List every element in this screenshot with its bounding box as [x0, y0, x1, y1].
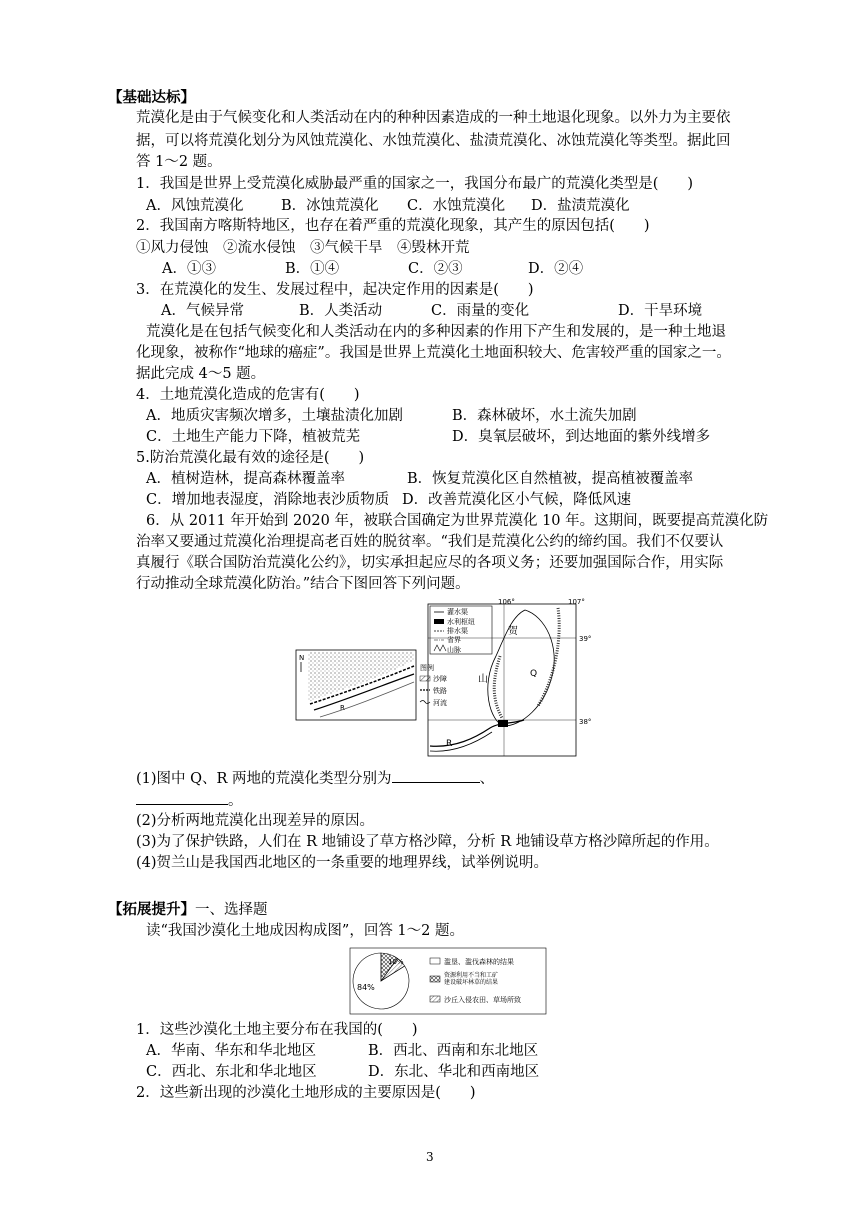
q1-stem: 1．我国是世界上受荒漠化威胁最严重的国家之一，我国分布最广的荒漠化类型是( )	[136, 176, 694, 192]
q6-sub1	[136, 768, 494, 789]
s2-q1-option-d: D．东北、华北和西南地区	[368, 1064, 540, 1080]
legend-railway: 铁路	[433, 687, 447, 695]
q1-option-d: D．盐渍荒漠化	[531, 198, 630, 214]
q5-option-c: C．增加地表湿度，消除地表沙质物质	[146, 492, 390, 508]
q6-sub2: (2)分析两地荒漠化出现差异的原因。	[136, 813, 375, 829]
q6-stem: 行动推动全球荒漠化防治。”结合下图回答下列问题。	[136, 576, 470, 592]
page-number: 3	[426, 1150, 434, 1164]
legend-border: 省界	[447, 636, 461, 644]
lon-107: 107°	[568, 598, 585, 606]
q2-items: ①风力侵蚀 ②流水侵蚀 ③气候干旱 ④毁林开荒	[136, 240, 470, 256]
lon-106: 106°	[498, 598, 515, 606]
q2-option-a: A．①③	[162, 261, 216, 277]
pie-chart-figure	[348, 946, 548, 1016]
q5-stem: 5.防治荒漠化最有效的途径是( )	[136, 450, 365, 466]
main-map	[428, 598, 591, 756]
intro2-line: 据此完成 4～5 题。	[136, 366, 266, 382]
label-q: Q	[530, 669, 538, 679]
pie-legend-2: 沙丘入侵农田、草场所致	[444, 996, 521, 1004]
inset-point-r: R	[340, 704, 345, 712]
lat-39: 39°	[579, 635, 592, 643]
s2-q2-stem: 2．这些新出现的沙漠化土地形成的主要原因是( )	[136, 1085, 476, 1101]
q1-option-c: C．水蚀荒漠化	[407, 198, 506, 214]
pie-label-10: 10%	[388, 958, 404, 966]
q6-sub1-end: 。	[228, 793, 243, 809]
desertification-map-figure	[290, 596, 590, 766]
q6-stem: 治率又要通过荒漠化治理提高老百姓的脱贫率。“我们是荒漠化公约的缔约国。我们不仅要认	[136, 534, 724, 550]
q2-option-c: C．②③	[408, 261, 463, 277]
inset-legend-title: 图例	[420, 664, 434, 672]
q5-option-d: D．改善荒漠化区小气候，降低风速	[402, 492, 632, 508]
q3-stem: 3．在荒漠化的发生、发展过程中，起决定作用的因素是( )	[136, 282, 534, 298]
q3-option-a: A．气候异常	[161, 303, 244, 319]
s2-q1-option-a: A．华南、华东和华北地区	[146, 1043, 316, 1059]
answer-blank-q[interactable]	[392, 768, 480, 783]
pie-legend-0: 滥垦、滥伐森林的结果	[444, 958, 514, 966]
intro-line: 荒漠化是由于气候变化和人类活动在内的种种因素造成的一种土地退化现象。以外力为主要依	[136, 110, 731, 126]
q6-sub1-text: (1)图中 Q、R 两地的荒漠化类型分别为	[136, 771, 392, 787]
q4-stem: 4．土地荒漠化造成的危害有( )	[136, 387, 360, 403]
q6-sub4: (4)贺兰山是我国西北地区的一条重要的地理界线，试举例说明。	[136, 855, 549, 871]
section-header-extended	[108, 900, 268, 920]
q4-option-d: D．臭氧层破坏，到达地面的紫外线增多	[452, 429, 711, 445]
q6-sub1-sep: 、	[479, 771, 495, 787]
lat-38: 38°	[579, 718, 592, 726]
legend-swatch-0	[430, 958, 440, 964]
intro-line: 答 1～2 题。	[136, 154, 222, 170]
q3-option-c: C．雨量的变化	[431, 303, 530, 319]
legend-hydro: 水利枢纽	[447, 618, 475, 626]
legend-swatch-1	[430, 976, 440, 982]
intro2-line: 荒漠化是在包括气候变化和人类活动在内的多种因素的作用下产生和发展的，是一种土地退	[146, 324, 726, 340]
intro2-line: 化现象，被称作“地球的癌症”。我国是世界上荒漠化土地面积较大、危害较严重的国家之一。	[136, 345, 731, 361]
legend-drain: 排水渠	[447, 627, 468, 635]
q6-stem: 真履行《联合国防治荒漠化公约》，切实承担起应尽的各项义务；还要加强国际合作，用实际	[136, 555, 724, 571]
north-label: N	[299, 654, 305, 662]
q4-option-a: A．地质灾害频次增多，土壤盐渍化加剧	[146, 408, 403, 424]
q6-sub1-cont	[136, 790, 243, 811]
inset-legend	[420, 663, 447, 707]
pie-label-84: 84%	[357, 983, 375, 992]
s2-q1-option-b: B．西北、西南和东北地区	[368, 1043, 539, 1059]
q1-option-a: A．风蚀荒漠化	[146, 198, 244, 214]
label-he: 贺	[508, 626, 518, 637]
inset-map	[296, 650, 416, 720]
q6-sub3: (3)为了保护铁路，人们在 R 地铺设了草方格沙障，分析 R 地铺设草方格沙障所起的作用。	[136, 834, 719, 850]
q5-option-a: A．植树造林，提高森林覆盖率	[146, 471, 345, 487]
q3-option-b: B．人类活动	[299, 303, 383, 319]
q4-option-b: B．森林破坏，水土流失加剧	[452, 408, 637, 424]
q2-stem: 2．我国南方喀斯特地区，也存在着严重的荒漠化现象，其产生的原因包括( )	[136, 218, 650, 234]
section2-intro: 读“我国沙漠化土地成因构成图”，回答 1～2 题。	[146, 923, 464, 939]
q4-option-c: C．土地生产能力下降，植被荒芜	[146, 429, 361, 445]
q3-option-d: D．干旱环境	[618, 303, 703, 319]
legend-sand-barrier: 沙障	[433, 675, 447, 683]
q1-option-b: B．冰蚀荒漠化	[281, 198, 379, 214]
answer-blank-r[interactable]	[136, 790, 228, 805]
s2-q1-option-c: C．西北、东北和华北地区	[146, 1064, 317, 1080]
label-shan: 山	[478, 674, 488, 685]
label-r: R	[446, 739, 453, 749]
intro-line: 据，可以将荒漠化划分为风蚀荒漠化、水蚀荒漠化、盐渍荒漠化、冰蚀荒漠化等类型。据此回	[136, 133, 731, 149]
q5-option-b: B．恢复荒漠化区自然植被，提高植被覆盖率	[407, 471, 694, 487]
q6-stem: 6．从 2011 年开始到 2020 年，被联合国确定为世界荒漠化 10 年。这期间，既要提高荒漠化防	[146, 513, 769, 529]
legend-mountain: 山脉	[447, 646, 461, 654]
s2-q1-stem: 1．这些沙漠化土地主要分布在我国的( )	[136, 1022, 418, 1038]
q2-option-b: B．①④	[285, 261, 340, 277]
legend-irrigation: 灌水渠	[447, 608, 468, 616]
section-header-basic: 【基础达标】	[108, 89, 195, 106]
section2-header-sub: 一、选择题	[195, 902, 268, 918]
legend-swatch-2	[430, 996, 440, 1002]
legend-river: 河流	[433, 699, 447, 707]
q2-option-d: D．②④	[528, 261, 584, 277]
pie-legend-1: 资源利用不当和工矿建设破坏林草的结果	[444, 972, 499, 986]
section2-header: 【拓展提升】	[108, 901, 195, 918]
